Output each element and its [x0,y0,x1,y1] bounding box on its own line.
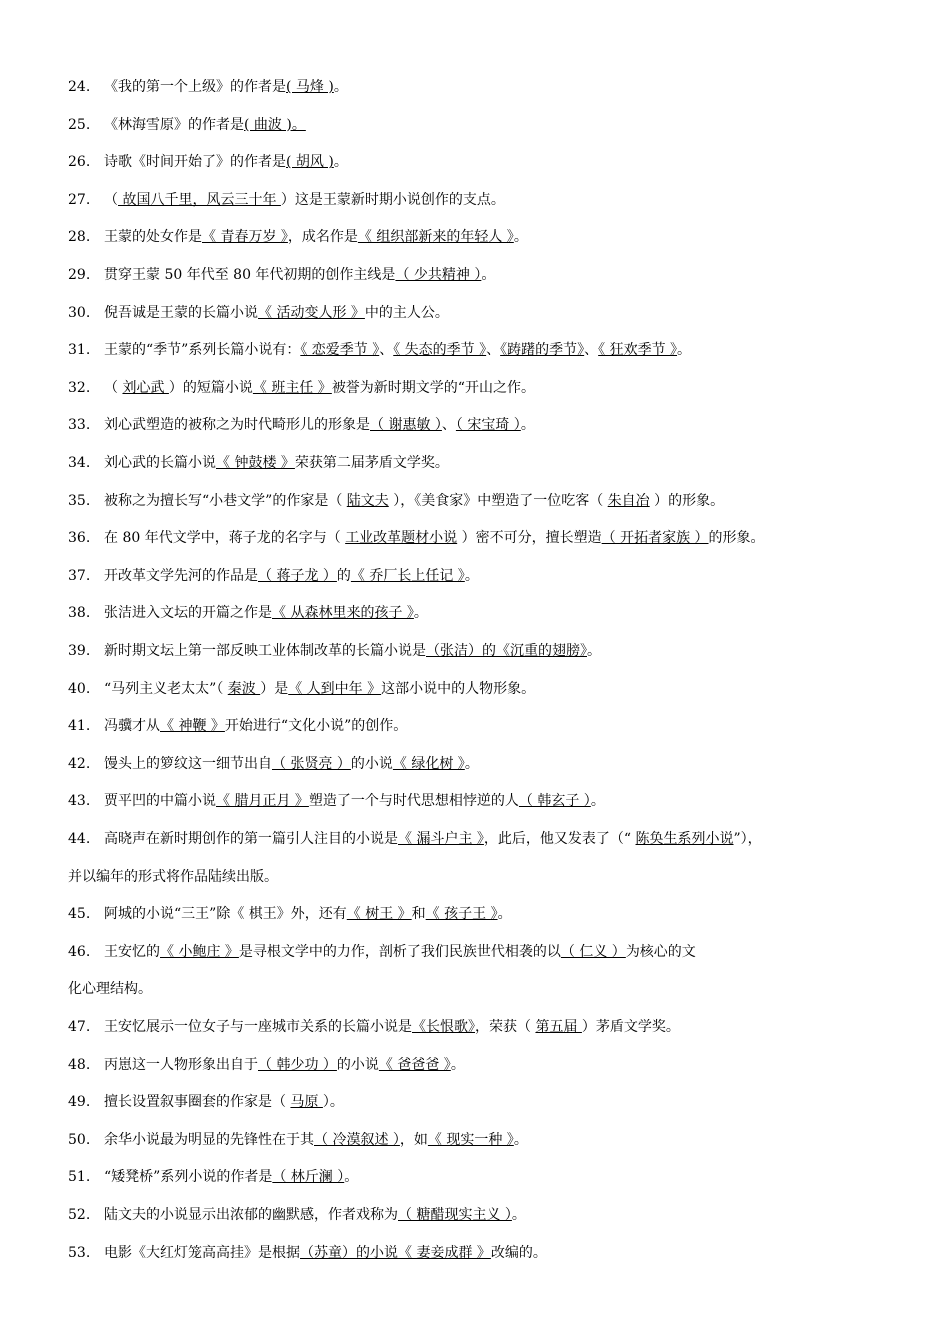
question-text: 被誉为新时期文学的“开山之作。 [331,379,535,396]
question-number: 47. [68,1019,91,1035]
question-text: 高晓声在新时期创作的第一篇引人注目的小说是 [104,831,398,847]
question-text: 贯穿王蒙 50 年代至 80 年代初期的创作主线是 [104,267,396,283]
question-line [104,340,691,360]
question-text: ”）， [733,831,762,847]
answer-blank: （ 宋宝琦 ） [455,417,521,434]
answer-blank: 《长恨歌》 [412,1019,475,1035]
question-text: “矮凳桥”系列小说的作者是 [104,1169,273,1186]
question-line [104,716,407,736]
answer-blank: （ 糖醋现实主义 ） [398,1207,512,1223]
question-number: 48. [68,1056,91,1073]
answer-blank: （ 开拓者家族 ） [601,530,709,547]
question-line [104,754,479,774]
question-line [104,152,348,172]
answer-blank: 马原 [290,1094,323,1111]
question-number: 45. [68,906,91,923]
question-text: ）的短篇小说 [168,379,253,396]
question-text: 诗歌《时间开始了》的作者是 [104,154,286,171]
question-text: 为核心的文 [625,943,696,960]
question-number: 33. [68,417,91,434]
answer-blank: 《踌躇的季节》 [500,342,585,359]
answer-blank: （ 蒋子龙 ） [258,567,337,584]
question-text: 的小说 [336,1056,379,1073]
question-text: 。 [464,755,479,772]
question-line [104,942,696,962]
question-text: 馒头上的箩纹这一细节出自 [104,755,272,772]
question-number: 39. [68,643,91,659]
answer-blank: 《 腊月正月 》 [216,793,309,810]
answer-blank: （ 韩少功 ） [258,1056,337,1073]
question-text: 余华小说最为明显的先锋性在于其 [104,1131,314,1148]
question-text: 擅长设置叙事圈套的作家是（ [104,1094,291,1111]
question-text: “马列主义老太太”（ [104,680,228,697]
question-text: 阿城的小说“三王”除《 棋王》外，还有 [104,906,347,923]
question-text: 倪吾诚是王蒙的长篇小说 [104,304,258,321]
question-text: 《林海雪原》的作者是 [104,116,244,133]
answer-blank: 故国八千里，风云三十年 [118,191,281,208]
question-number: 25. [68,116,91,133]
question-text: 。 [520,417,535,434]
question-text: 贾平凹的中篇小说 [104,793,216,810]
answer-blank: ( 马烽 ) [286,79,334,95]
question-text: 。 [481,267,496,283]
question-number: 44. [68,831,91,847]
question-number: 43. [68,793,91,810]
answer-blank: 《 漏斗户主 》 [398,831,484,847]
question-text: ），《美食家》中塑造了一位吃客（ [388,492,608,509]
question-text: 被称之为擅长写“小巷文学”的作家是（ [104,492,347,509]
question-text: 。 [513,229,528,246]
question-line [104,1017,680,1037]
question-text: 丙崽这一人物形象出自于 [104,1056,258,1073]
question-number: 32. [68,379,91,396]
question-text: 是寻根文学中的力作，剖析了我们民族世代相袭的以 [238,943,561,960]
question-line [104,566,479,586]
question-line [104,227,528,247]
question-text: 塑造了一个与时代思想相悖逆的人 [308,793,519,810]
question-number: 38. [68,605,91,622]
question-number: 29. [68,267,91,283]
question-text: 并以编年的形式将作品陆续出版。 [68,868,278,885]
question-number: 34. [68,455,91,471]
question-text: 开始进行“文化小说”的创作。 [224,718,408,735]
question-number: 37. [68,567,91,584]
question-number: 42. [68,755,91,772]
answer-blank: 刘心武 [122,379,169,396]
question-text: 电影《大红灯笼高高挂》是根据 [104,1244,300,1261]
answer-blank: 《 钟鼓楼 》 [216,455,295,471]
answer-blank: 陈奂生系列小说 [635,831,734,847]
answer-blank: 《 从森林里来的孩子 》 [272,605,414,622]
question-line [104,1243,547,1263]
question-text: ，成名作是 [287,229,358,246]
question-text: 。 [413,605,428,622]
question-line [104,115,306,135]
question-text: 。 [464,567,479,584]
question-line [104,1167,358,1187]
question-line [104,190,505,210]
question-number: 51. [68,1169,91,1186]
question-text: 开改革文学先河的作品是 [104,567,258,584]
question-text: 。 [677,342,692,359]
question-text: ）是 [260,680,289,697]
question-text: 王蒙的处女作是 [104,229,202,246]
answer-blank: （ 林斤澜 ） [272,1169,345,1186]
answer-blank: 《 班主任 》 [252,379,332,396]
question-number: 24. [68,79,91,95]
question-number: 49. [68,1094,91,1111]
question-line [104,829,762,849]
question-text: （ [104,191,118,208]
question-text: 。 [333,79,348,95]
answer-blank: （ 谢惠敏 ） [370,417,442,434]
answer-blank: 《 树王 》 [346,906,412,923]
answer-blank: ( 胡风 ) [286,154,334,171]
answer-blank: （苏童）的小说《 妻妾成群 》 [300,1244,491,1261]
answer-blank: （ 冷漠叙述 ） [314,1131,400,1148]
question-text: 中的主人公。 [364,304,449,321]
question-text: （ [104,379,123,396]
question-text: 刘心武塑造的被称之为时代畸形儿的形象是 [104,417,370,434]
question-text: ）密不可分，擅长塑造 [457,530,602,547]
question-text: 荣获第二届茅盾文学奖。 [294,455,449,471]
question-number: 30. [68,304,91,321]
question-number: 35. [68,492,91,509]
answer-blank: （ 韩玄子 ） [518,793,591,810]
question-line [104,415,535,435]
question-number: 40. [68,680,91,697]
question-text: 化心理结构。 [68,981,152,998]
question-text: 改编的。 [490,1244,547,1261]
question-text: 。 [590,793,605,810]
question-text: 的形象。 [708,530,765,547]
question-number: 27. [68,191,91,208]
question-line [104,265,495,285]
question-text: ）这是王蒙新时期小说创作的支点。 [280,191,505,208]
question-text: 。 [333,154,348,171]
question-text: 这部小说中的人物形象。 [381,680,536,697]
question-continuation-line [68,979,152,999]
question-number: 26. [68,154,91,171]
question-text: 。 [513,1131,528,1148]
question-line [104,303,449,323]
question-text: 陆文夫的小说显示出浓郁的幽默感，作者戏称为 [104,1207,398,1223]
answer-blank: 《 活动变人形 》 [258,304,365,321]
question-text: 。 [344,1169,359,1186]
answer-blank: 《 孩子王 》 [425,906,498,923]
answer-blank: 陆文夫 [346,492,389,509]
answer-blank: （ 仁义 ） [560,943,626,960]
question-text: ）茅盾文学奖。 [581,1019,680,1035]
question-text: ，如 [399,1131,428,1148]
question-line [104,679,535,699]
question-text: 。 [587,643,601,659]
answer-blank: 《 青春万岁 》 [202,229,288,246]
question-number: 50. [68,1131,91,1148]
question-number: 36. [68,530,91,547]
question-text: ）。 [322,1094,344,1111]
answer-blank: ( 曲波 )。 [244,116,306,133]
question-text: 刘心武的长篇小说 [104,455,216,471]
question-text: 在 80 年代文学中，蒋子龙的名字与（ [104,530,346,547]
question-text: 王蒙的“季节”系列长篇小说有： [104,342,301,359]
question-line [104,1130,528,1150]
answer-blank: 第五届 [535,1019,582,1035]
answer-blank: （张洁）的《沉重的翅膀》 [426,643,587,659]
question-text: 、 [584,342,599,359]
answer-blank: 秦波 [227,680,261,697]
question-line [104,904,512,924]
question-number: 31. [68,342,91,359]
question-line [104,1092,344,1112]
answer-blank: 朱自冶 [607,492,650,509]
question-text: 新时期文坛上第一部反映工业体制改革的长篇小说是 [104,643,426,659]
answer-blank: （ 张贤亮 ） [272,755,351,772]
question-text: 张洁进入文坛的开篇之作是 [104,605,272,622]
question-text: 王安忆的 [104,943,160,960]
question-line [104,641,601,661]
question-text: 。 [511,1207,526,1223]
question-text: ）的形象。 [649,492,725,509]
question-line [104,1055,465,1075]
answer-blank: 《 现实一种 》 [427,1131,514,1148]
question-line [104,528,765,548]
answer-blank: 《 绿化树 》 [392,755,465,772]
question-line [104,77,348,97]
question-number: 46. [68,943,91,960]
question-line [104,603,428,623]
question-line [104,1205,526,1225]
answer-blank: 《 神鞭 》 [160,718,225,735]
answer-blank: 《 组织部新来的年轻人 》 [357,229,514,246]
question-text: 冯骥才从 [104,718,160,735]
question-line [104,378,535,398]
question-text: 的 [336,567,351,584]
answer-blank: 《 人到中年 》 [288,680,382,697]
answer-blank: 《 失态的季节 》 [393,342,487,359]
question-text: 《我的第一个上级》的作者是 [104,79,286,95]
question-text: ，此后，他又发表了（“ [483,831,636,847]
question-text: 和 [411,906,426,923]
question-number: 28. [68,229,91,246]
question-text: 、 [379,342,394,359]
question-text: 王安忆展示一位女子与一座城市关系的长篇小说是 [104,1019,412,1035]
question-continuation-line [68,867,278,887]
answer-blank: 《 恋爱季节 》 [300,342,380,359]
question-text: 。 [450,1056,465,1073]
question-number: 52. [68,1207,91,1223]
answer-blank: 工业改革题材小说 [345,530,458,547]
question-number: 41. [68,718,91,735]
question-text: 、 [486,342,501,359]
answer-blank: 《 小鲍庄 》 [160,943,239,960]
question-line [104,791,605,811]
answer-blank: 《 狂欢季节 》 [598,342,678,359]
question-text: 的小说 [350,755,393,772]
question-text: ，荣获（ [475,1019,536,1035]
question-text: 。 [497,906,512,923]
answer-blank: （ 少共精神 ） [395,267,482,283]
question-number: 53. [68,1244,91,1261]
answer-blank: 《 爸爸爸 》 [378,1056,451,1073]
question-line [104,491,724,511]
question-line [104,453,449,473]
answer-blank: 《 乔厂长上任记 》 [350,567,465,584]
question-text: 、 [441,417,456,434]
